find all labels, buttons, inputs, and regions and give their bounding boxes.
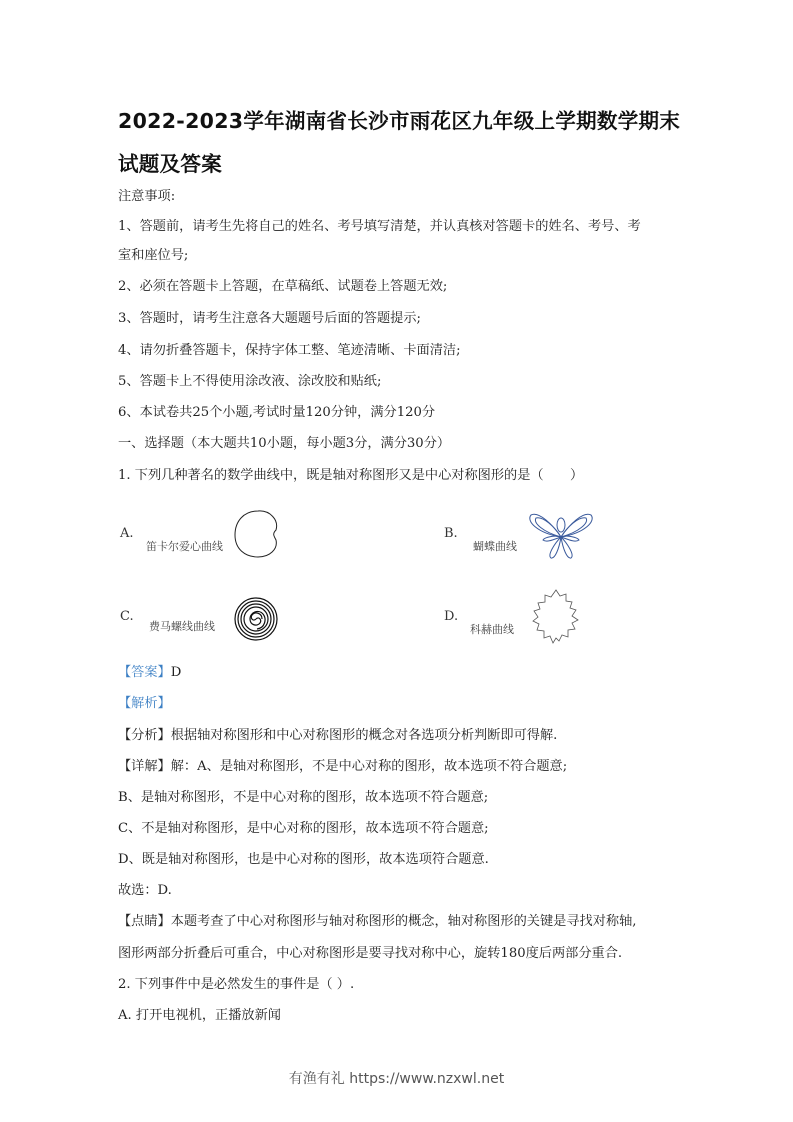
fenxi-tag: 【分析】 (118, 728, 171, 743)
option-b-caption: 蝴蝶曲线 (473, 540, 517, 553)
conclusion-line: 故选：D. (118, 883, 172, 898)
notice-item: 3、答题时，请考生注意各大题题号后面的答题提示; (118, 311, 421, 326)
fermat-spiral-figure (233, 596, 279, 642)
section-heading: 一、选择题（本大题共10小题，每小题3分，满分30分） (118, 436, 451, 451)
footer-watermark: 有渔有礼 https://www.nzxwl.net (288, 1071, 505, 1087)
option-c-caption: 费马螺线曲线 (149, 620, 215, 633)
answer-value: D (170, 665, 182, 680)
answer-tag: 【答案】 (118, 665, 171, 680)
dianjing-tag: 【点睛】 (118, 914, 171, 929)
document-title-line1: 2022-2023学年湖南省长沙市雨花区九年级上学期数学期末 (118, 109, 681, 133)
notice-item: 5、答题卡上不得使用涂改液、涂改胶和贴纸; (118, 374, 382, 389)
xiangjie-tag: 【详解】 (118, 759, 171, 774)
document-title-line2: 试题及答案 (118, 152, 222, 176)
answer-line (118, 664, 181, 682)
option-d-letter: D. (444, 609, 459, 624)
notice-item: 6、本试卷共25个小题,考试时量120分钟，满分120分 (118, 405, 436, 420)
butterfly-curve-figure (527, 507, 595, 561)
analysis-tag: 【解析】 (118, 696, 171, 711)
dianjing-text: 本题考查了中心对称图形与轴对称图形的概念，轴对称图形的关键是寻找对称轴, (170, 914, 637, 929)
notice-item: 2、必须在答题卡上答题，在草稿纸、试题卷上答题无效; (118, 279, 448, 294)
cardioid-figure (232, 508, 284, 560)
option-b-letter: B. (444, 526, 458, 541)
question-1-stem: 1. 下列几种著名的数学曲线中，既是轴对称图形又是中心对称图形的是（ ） (118, 468, 584, 483)
fenxi-text: 根据轴对称图形和中心对称图形的概念对各选项分析判断即可得解. (170, 728, 558, 743)
dianjing-line (118, 913, 637, 931)
option-a-caption: 笛卡尔爱心曲线 (146, 540, 223, 553)
notice-item: 4、请勿折叠答题卡，保持字体工整、笔迹清晰、卡面清洁; (118, 343, 461, 358)
option-a-letter: A. (120, 526, 134, 541)
xiangjie-line: B、是轴对称图形，不是中心对称的图形，故本选项不符合题意; (118, 790, 489, 805)
dianjing-line-2: 图形两部分折叠后可重合，中心对称图形是要寻找对称中心，旋转180度后两部分重合. (118, 946, 623, 961)
option-c-letter: C. (120, 609, 134, 624)
option-d-caption: 科赫曲线 (470, 623, 514, 636)
xiangjie-text: 解：A、是轴对称图形，不是中心对称的图形，故本选项不符合题意; (170, 759, 568, 774)
xiangjie-line: D、既是轴对称图形，也是中心对称的图形，故本选项符合题意. (118, 852, 489, 867)
xiangjie-line (118, 758, 567, 776)
notice-item: 室和座位号; (118, 248, 189, 263)
question-2-stem: 2. 下列事件中是必然发生的事件是（ ）. (118, 977, 355, 992)
koch-snowflake-figure (526, 588, 586, 646)
question-2-option-a: A. 打开电视机，正播放新闻 (118, 1008, 281, 1023)
xiangjie-line: C、不是轴对称图形，是中心对称的图形，故本选项不符合题意; (118, 821, 489, 836)
notice-heading: 注意事项: (118, 189, 176, 204)
fenxi-line (118, 727, 557, 745)
notice-item: 1、答题前，请考生先将自己的姓名、考号填写清楚，并认真核对答题卡的姓名、考号、考 (118, 219, 641, 234)
